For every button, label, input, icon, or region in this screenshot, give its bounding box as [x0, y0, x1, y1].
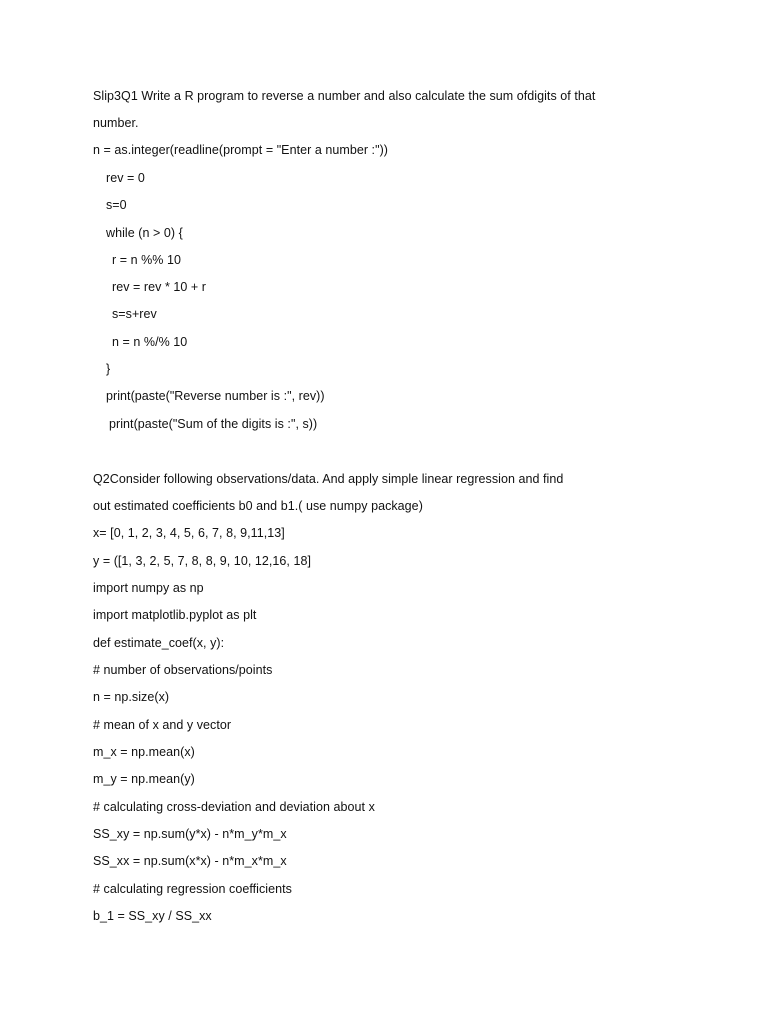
q1-code-line: while (n > 0) { — [106, 226, 183, 240]
q2-code-line: def estimate_coef(x, y): — [93, 636, 225, 650]
q1-code-line: rev = 0 — [106, 171, 145, 185]
q1-title-line-1: Slip3Q1 Write a R program to reverse a number and also calculate the sum ofdigits of that — [93, 89, 596, 103]
q1-code-line: print(paste("Sum of the digits is :", s)) — [109, 417, 318, 431]
q2-code-line: n = np.size(x) — [93, 690, 170, 704]
q2-code-line: import matplotlib.pyplot as plt — [93, 608, 257, 622]
q1-code-line: print(paste("Reverse number is :", rev)) — [106, 389, 325, 403]
q2-code-line: import numpy as np — [93, 581, 204, 595]
q1-code-line: rev = rev * 10 + r — [112, 280, 206, 294]
q2-code-line: b_1 = SS_xy / SS_xx — [93, 909, 212, 923]
q2-title-line-2: out estimated coefficients b0 and b1.( use numpy package) — [93, 499, 423, 513]
q2-code-line: m_x = np.mean(x) — [93, 745, 195, 759]
q2-title-line-1: Q2Consider following observations/data. And apply simple linear regression and find — [93, 472, 564, 486]
q1-title-line-2: number. — [93, 116, 139, 130]
q2-code-line: # calculating cross-deviation and deviation about x — [93, 800, 375, 814]
q2-code-line: SS_xy = np.sum(y*x) - n*m_y*m_x — [93, 827, 287, 841]
q1-code-line: } — [106, 362, 111, 376]
q2-code-line: SS_xx = np.sum(x*x) - n*m_x*m_x — [93, 854, 287, 868]
q1-code-line: n = as.integer(readline(prompt = "Enter a number :")) — [93, 143, 388, 157]
q1-code-line: n = n %/% 10 — [112, 335, 188, 349]
q1-code-line: s=0 — [106, 198, 127, 212]
q2-code-line: # calculating regression coefficients — [93, 882, 292, 896]
q1-code-line: s=s+rev — [112, 307, 157, 321]
q2-code-line: y = ([1, 3, 2, 5, 7, 8, 8, 9, 10, 12,16, 18] — [93, 554, 311, 568]
q1-code-line: r = n %% 10 — [112, 253, 181, 267]
q2-code-line: # number of observations/points — [93, 663, 273, 677]
q2-code-line: x= [0, 1, 2, 3, 4, 5, 6, 7, 8, 9,11,13] — [93, 526, 285, 540]
q2-code-line: m_y = np.mean(y) — [93, 772, 195, 786]
q2-code-line: # mean of x and y vector — [93, 718, 232, 732]
